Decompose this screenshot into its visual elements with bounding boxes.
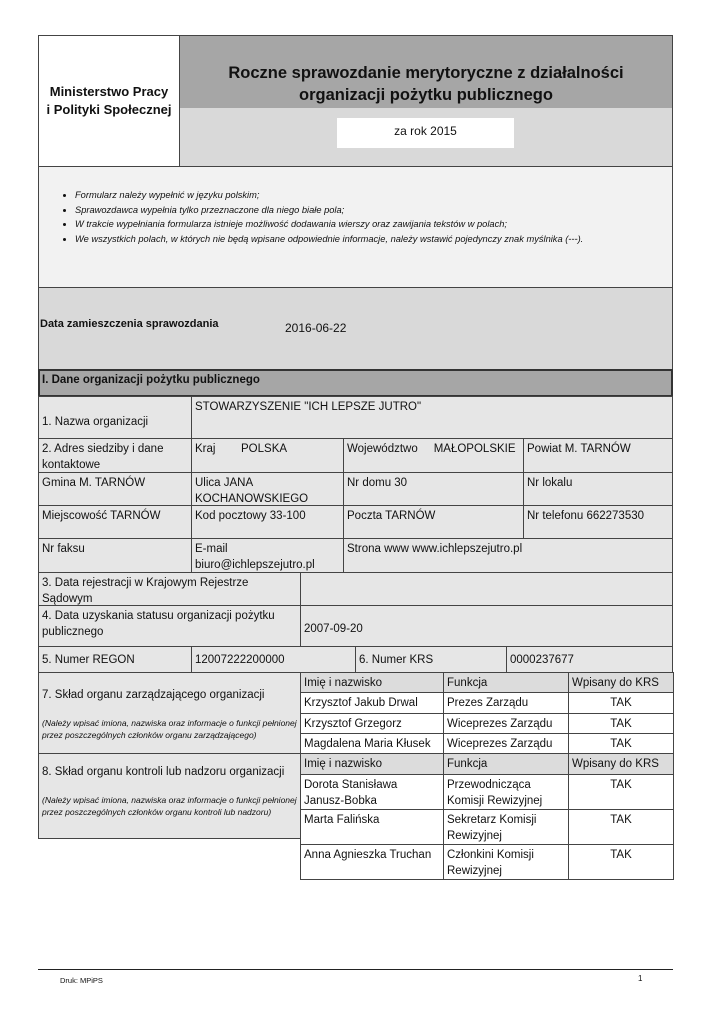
instruction-item: • Formularz należy wypełnić w języku polskim; bbox=[75, 188, 672, 203]
house-number-field[interactable]: Nr domu 30 bbox=[343, 472, 524, 506]
table-cell[interactable]: Wiceprezes Zarządu bbox=[443, 733, 569, 755]
opp-status-date-field[interactable]: 2007-09-20 bbox=[300, 605, 673, 647]
table-cell[interactable]: Anna Agnieszka Truchan bbox=[300, 844, 444, 880]
ministry-line: i Polityki Społecznej bbox=[46, 102, 172, 117]
ministry-name bbox=[38, 35, 180, 167]
table-cell[interactable]: Magdalena Maria Kłusek bbox=[300, 733, 444, 755]
city-field[interactable]: Miejscowość TARNÓW bbox=[38, 505, 192, 539]
board-label-cell bbox=[38, 672, 301, 754]
column-header: Wpisany do KRS bbox=[568, 753, 674, 775]
krs-registration-date-field[interactable] bbox=[300, 572, 673, 606]
street-field[interactable]: Ulica JANA KOCHANOWSKIEGO bbox=[191, 472, 344, 506]
instruction-item: • W trakcie wypełniania formularza istnieje możliwość dodawania wierszy oraz zawijania tekstów w polach; bbox=[75, 217, 672, 232]
page-number: 1 bbox=[638, 974, 643, 983]
table-cell[interactable]: Przewodnicząca Komisji Rewizyjnej bbox=[443, 774, 569, 810]
krs-field[interactable]: 0000237677 bbox=[506, 646, 673, 673]
control-label: 8. Skład organu kontroli lub nadzoru organizacji bbox=[42, 766, 285, 778]
instruction-item: • We wszystkich polach, w których nie będą wpisane odpowiednie informacje, należy wstawić pojedynczy znak myślnika (---). bbox=[75, 232, 672, 247]
board-note: (Należy wpisać imiona, nazwiska oraz informacje o funkcji pełnionej przez poszczególnych członków organu zarządzającego) bbox=[42, 718, 297, 740]
publication-date-value[interactable]: 2016-06-22 bbox=[285, 321, 347, 335]
instructions bbox=[38, 166, 673, 288]
column-header: Funkcja bbox=[443, 672, 569, 693]
table-cell[interactable]: TAK bbox=[568, 809, 674, 845]
ministry-line: Ministerstwo Pracy bbox=[49, 84, 169, 99]
table-cell[interactable]: TAK bbox=[568, 733, 674, 755]
print-label: Druk: MPiPS bbox=[60, 976, 103, 985]
board-label: 7. Skład organu zarządzającego organizacji bbox=[42, 689, 265, 701]
control-note: (Należy wpisać imiona, nazwiska oraz informacje o funkcji pełnionej przez poszczególnych członków organu kontroli lub nadzoru) bbox=[42, 795, 297, 817]
publication-date-label: Data zamieszczenia sprawozdania bbox=[40, 318, 219, 330]
country-field[interactable]: Kraj POLSKA bbox=[191, 438, 344, 473]
county-field[interactable]: Powiat M. TARNÓW bbox=[523, 438, 673, 473]
control-label-cell bbox=[38, 753, 301, 839]
column-header: Imię i nazwisko bbox=[300, 672, 444, 693]
fax-field[interactable]: Nr faksu bbox=[38, 538, 192, 573]
table-cell[interactable]: Dorota Stanisława Janusz-Bobka bbox=[300, 774, 444, 810]
table-cell[interactable]: Krzysztof Grzegorz bbox=[300, 713, 444, 734]
email-field[interactable]: E-mail biuro@ichlepszejutro.pl bbox=[191, 538, 344, 573]
column-header: Imię i nazwisko bbox=[300, 753, 444, 775]
org-name-field[interactable]: STOWARZYSZENIE "ICH LEPSZE JUTRO" bbox=[191, 396, 673, 439]
table-cell[interactable]: TAK bbox=[568, 692, 674, 714]
footer-divider bbox=[38, 969, 673, 970]
table-cell[interactable]: TAK bbox=[568, 713, 674, 734]
table-cell[interactable]: TAK bbox=[568, 774, 674, 810]
post-office-field[interactable]: Poczta TARNÓW bbox=[343, 505, 524, 539]
page-title bbox=[179, 35, 673, 109]
opp-status-date-label: 4. Data uzyskania statusu organizacji pożytku publicznego bbox=[38, 605, 301, 647]
column-header: Wpisany do KRS bbox=[568, 672, 674, 693]
org-name-label: 1. Nazwa organizacji bbox=[38, 396, 192, 439]
voivodeship-field[interactable]: Województwo MAŁOPOLSKIE bbox=[343, 438, 524, 473]
title-line: organizacji pożytku publicznego bbox=[299, 86, 553, 104]
table-cell[interactable]: TAK bbox=[568, 844, 674, 880]
commune-field[interactable]: Gmina M. TARNÓW bbox=[38, 472, 192, 506]
title-line: Roczne sprawozdanie merytoryczne z działalności bbox=[228, 64, 624, 82]
column-header: Funkcja bbox=[443, 753, 569, 775]
website-field[interactable]: Strona www www.ichlepszejutro.pl bbox=[343, 538, 673, 573]
regon-label: 5. Numer REGON bbox=[38, 646, 192, 673]
apartment-number-field[interactable]: Nr lokalu bbox=[523, 472, 673, 506]
table-cell[interactable]: Sekretarz Komisji Rewizyjnej bbox=[443, 809, 569, 845]
regon-field[interactable]: 12007222200000 bbox=[191, 646, 356, 673]
table-cell[interactable]: Wiceprezes Zarządu bbox=[443, 713, 569, 734]
instruction-item: • Sprawozdawca wypełnia tylko przeznaczone dla niego białe pola; bbox=[75, 203, 672, 218]
table-cell[interactable]: Prezes Zarządu bbox=[443, 692, 569, 714]
report-year-field[interactable]: za rok 2015 bbox=[337, 118, 514, 148]
krs-label: 6. Numer KRS bbox=[355, 646, 507, 673]
address-label: 2. Adres siedziby i dane kontaktowe bbox=[38, 438, 192, 473]
table-cell[interactable]: Członkini Komisji Rewizyjnej bbox=[443, 844, 569, 880]
krs-registration-date-label: 3. Data rejestracji w Krajowym Rejestrze Sądowym bbox=[38, 572, 301, 606]
table-cell[interactable]: Krzysztof Jakub Drwal bbox=[300, 692, 444, 714]
table-cell[interactable]: Marta Falińska bbox=[300, 809, 444, 845]
postal-code-field[interactable]: Kod pocztowy 33-100 bbox=[191, 505, 344, 539]
section-title: I. Dane organizacji pożytku publicznego bbox=[38, 369, 673, 397]
phone-field[interactable]: Nr telefonu 662273530 bbox=[523, 505, 673, 539]
